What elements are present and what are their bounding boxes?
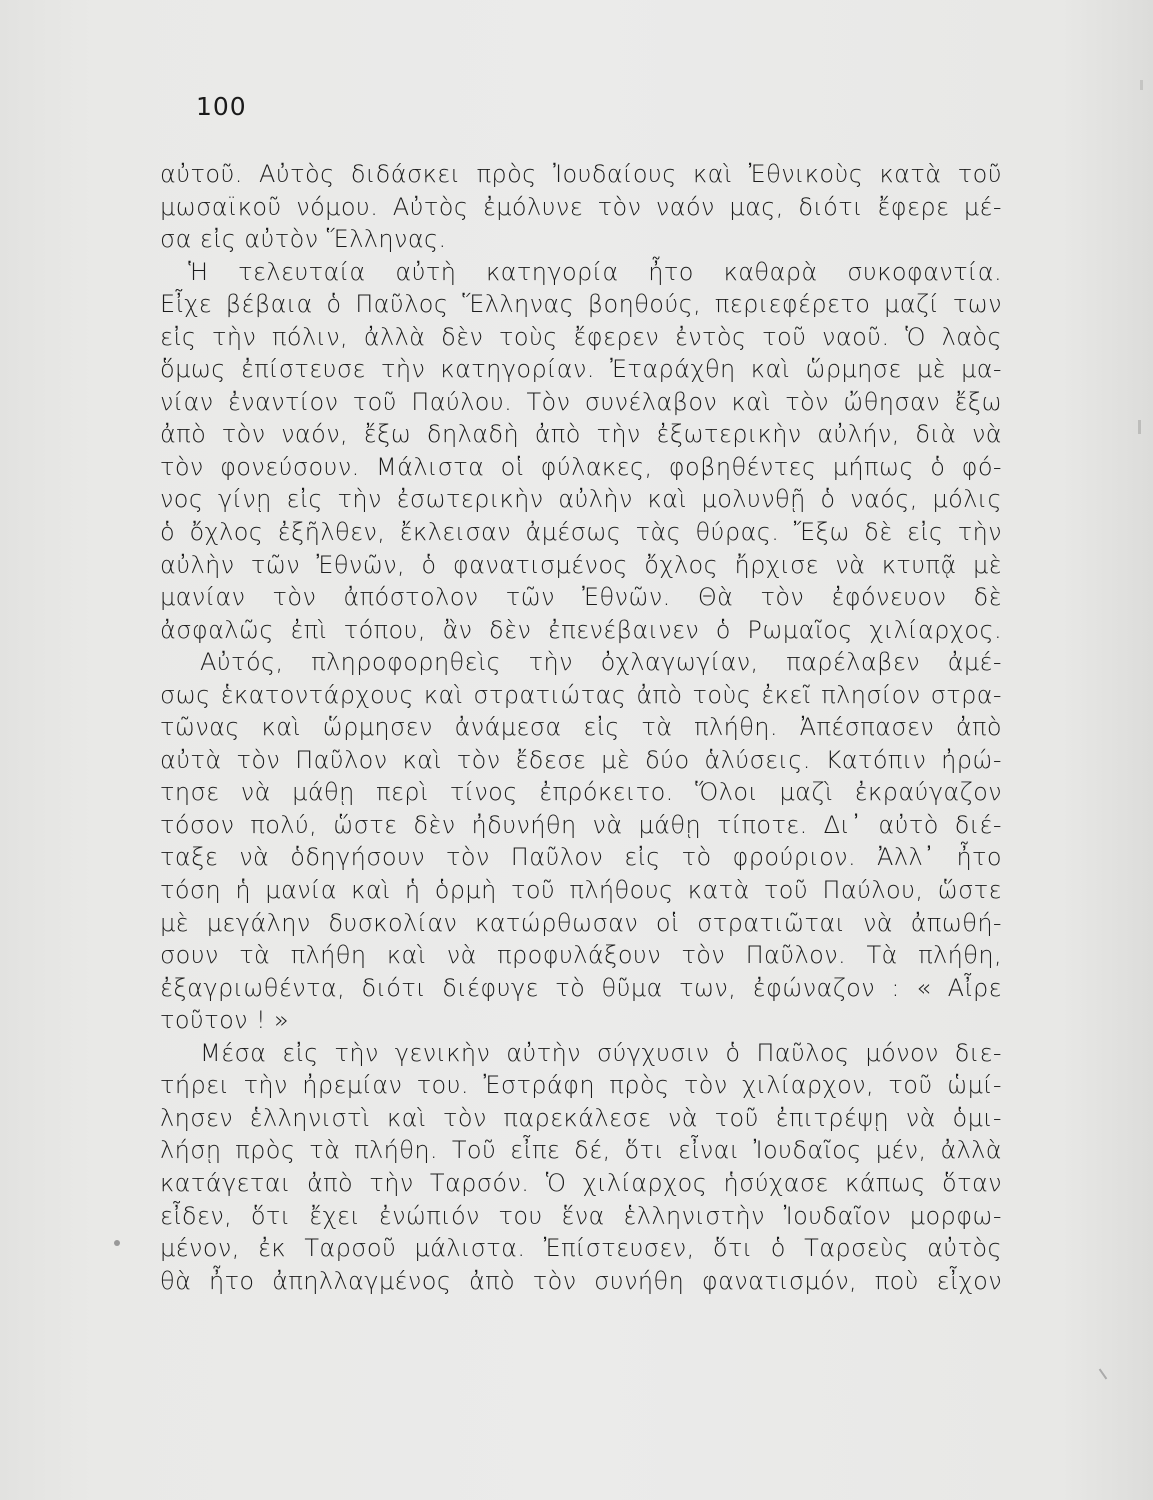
text-line: σουν τὰ πλήθη καὶ νὰ προφυλάξουν τὸν Παῦλον. Τὰ πλήθη,	[160, 941, 1002, 970]
text-line: κατάγεται ἀπὸ τὴν Ταρσόν. Ὁ χιλίαρχος ἡσύχασε κάπως ὅταν	[160, 1168, 1002, 1197]
text-line: νος γίνῃ εἰς τὴν ἐσωτερικὴν αὐλὴν καὶ μολυνθῇ ὁ ναός, μόλις	[160, 485, 1002, 514]
text-line: σα εἰς αὐτὸν Ἕλληνας.	[160, 225, 447, 254]
text-line: σως ἑκατοντάρχους καὶ στρατιώτας ἀπὸ τοὺς ἐκεῖ πλησίον στρα-	[160, 680, 1002, 709]
text-line: λήσῃ πρὸς τὰ πλήθη. Τοῦ εἶπε δέ, ὅτι εἶναι Ἰουδαῖος μέν, ἀλλὰ	[160, 1136, 1002, 1165]
scan-speck	[1140, 80, 1143, 90]
text-line: τήρει τὴν ἠρεμίαν του. Ἐστράφη πρὸς τὸν χιλίαρχον, τοῦ ὡμί-	[160, 1071, 1002, 1100]
text-line: ὁ ὄχλος ἐξῆλθεν, ἔκλεισαν ἀμέσως τὰς θύρας. Ἔξω δὲ εἰς τὴν	[160, 518, 1002, 547]
scan-speck	[114, 1240, 120, 1246]
text-line: τόση ἡ μανία καὶ ἡ ὁρμὴ τοῦ πλήθους κατὰ τοῦ Παύλου, ὥστε	[160, 876, 1002, 905]
text-line: λησεν ἑλληνιστὶ καὶ τὸν παρεκάλεσε νὰ τοῦ ἐπιτρέψῃ νὰ ὁμι-	[160, 1103, 1002, 1132]
text-line: τῶνας καὶ ὥρμησεν ἀνάμεσα εἰς τὰ πλήθη. Ἀπέσπασεν ἀπὸ	[160, 713, 1002, 742]
scan-speck	[1138, 420, 1141, 434]
text-line: εἰς τὴν πόλιν, ἀλλὰ δὲν τοὺς ἔφερεν ἐντὸς τοῦ ναοῦ. Ὁ λαὸς	[160, 322, 1002, 351]
text-line: Εἶχε βέβαια ὁ Παῦλος Ἕλληνας βοηθούς, περιεφέρετο μαζί των	[160, 290, 1002, 319]
text-line: μὲ μεγάλην δυσκολίαν κατώρθωσαν οἱ στρατιῶται νὰ ἀπωθή-	[160, 908, 1002, 937]
text-line: Αὐτός, πληροφορηθεὶς τὴν ὀχλαγωγίαν, παρέλαβεν ἀμέ-	[200, 648, 1002, 677]
text-line: ἀσφαλῶς ἐπὶ τόπου, ἂν δὲν ἐπενέβαινεν ὁ Ρωμαῖος χιλίαρχος.	[160, 615, 1002, 644]
text-line: ἀπὸ τὸν ναόν, ἔξω δηλαδὴ ἀπὸ τὴν ἐξωτερικὴν αὐλήν, διὰ νὰ	[160, 420, 1002, 449]
page-number: 100	[196, 92, 247, 121]
text-line: ἐξαγριωθέντα, διότι διέφυγε τὸ θῦμα των, ἐφώναζον : « Αἶρε	[160, 973, 1002, 1002]
text-line: Μέσα εἰς τὴν γενικὴν αὐτὴν σύγχυσιν ὁ Παῦλος μόνον διε-	[200, 1038, 1002, 1067]
text-line: αὐτοῦ. Αὐτὸς διδάσκει πρὸς Ἰουδαίους καὶ Ἐθνικοὺς κατὰ τοῦ	[160, 160, 1002, 188]
text-line: Ἡ τελευταία αὐτὴ κατηγορία ἦτο καθαρὰ συκοφαντία.	[188, 257, 1002, 286]
text-line: τησε νὰ μάθῃ περὶ τίνος ἐπρόκειτο. Ὅλοι μαζὶ ἐκραύγαζον	[160, 778, 1002, 807]
text-line: μωσαϊκοῦ νόμου. Αὐτὸς ἐμόλυνε τὸν ναόν μας, διότι ἔφερε μέ-	[160, 192, 1002, 221]
text-line: ταξε νὰ ὁδηγήσουν τὸν Παῦλον εἰς τὸ φρούριον. Ἀλλ᾽ ἦτο	[160, 843, 1002, 872]
text-line: τοῦτον ! »	[160, 1006, 290, 1035]
text-line: ὅμως ἐπίστευσε τὴν κατηγορίαν. Ἐταράχθη καὶ ὥρμησε μὲ μα-	[160, 355, 1002, 384]
body-text	[160, 158, 1002, 1297]
text-line: αὐλὴν τῶν Ἐθνῶν, ὁ φανατισμένος ὄχλος ἤρχισε νὰ κτυπᾷ μὲ	[160, 550, 1002, 579]
text-line: τὸν φονεύσουν. Μάλιστα οἱ φύλακες, φοβηθέντες μήπως ὁ φό-	[160, 452, 1002, 481]
text-line: τόσον πολύ, ὥστε δὲν ἠδυνήθη νὰ μάθῃ τίποτε. Δι᾽ αὐτὸ διέ-	[160, 810, 1002, 839]
text-line: θὰ ἦτο ἀπηλλαγμένος ἀπὸ τὸν συνήθη φανατισμόν, ποὺ εἶχον	[160, 1266, 1002, 1295]
text-line: εἶδεν, ὅτι ἔχει ἐνώπιόν του ἕνα ἑλληνιστὴν Ἰουδαῖον μορφω-	[160, 1201, 1002, 1230]
text-line: νίαν ἐναντίον τοῦ Παύλου. Τὸν συνέλαβον καὶ τὸν ὤθησαν ἔξω	[160, 387, 1002, 416]
text-line: αὐτὰ τὸν Παῦλον καὶ τὸν ἔδεσε μὲ δύο ἁλύσεις. Κατόπιν ἠρώ-	[160, 745, 1002, 774]
scan-speck	[1099, 1369, 1108, 1380]
text-line: μένον, ἐκ Ταρσοῦ μάλιστα. Ἐπίστευσεν, ὅτι ὁ Ταρσεὺς αὐτὸς	[160, 1234, 1002, 1263]
text-line: μανίαν τὸν ἀπόστολον τῶν Ἐθνῶν. Θὰ τὸν ἐφόνευον δὲ	[160, 583, 1002, 612]
